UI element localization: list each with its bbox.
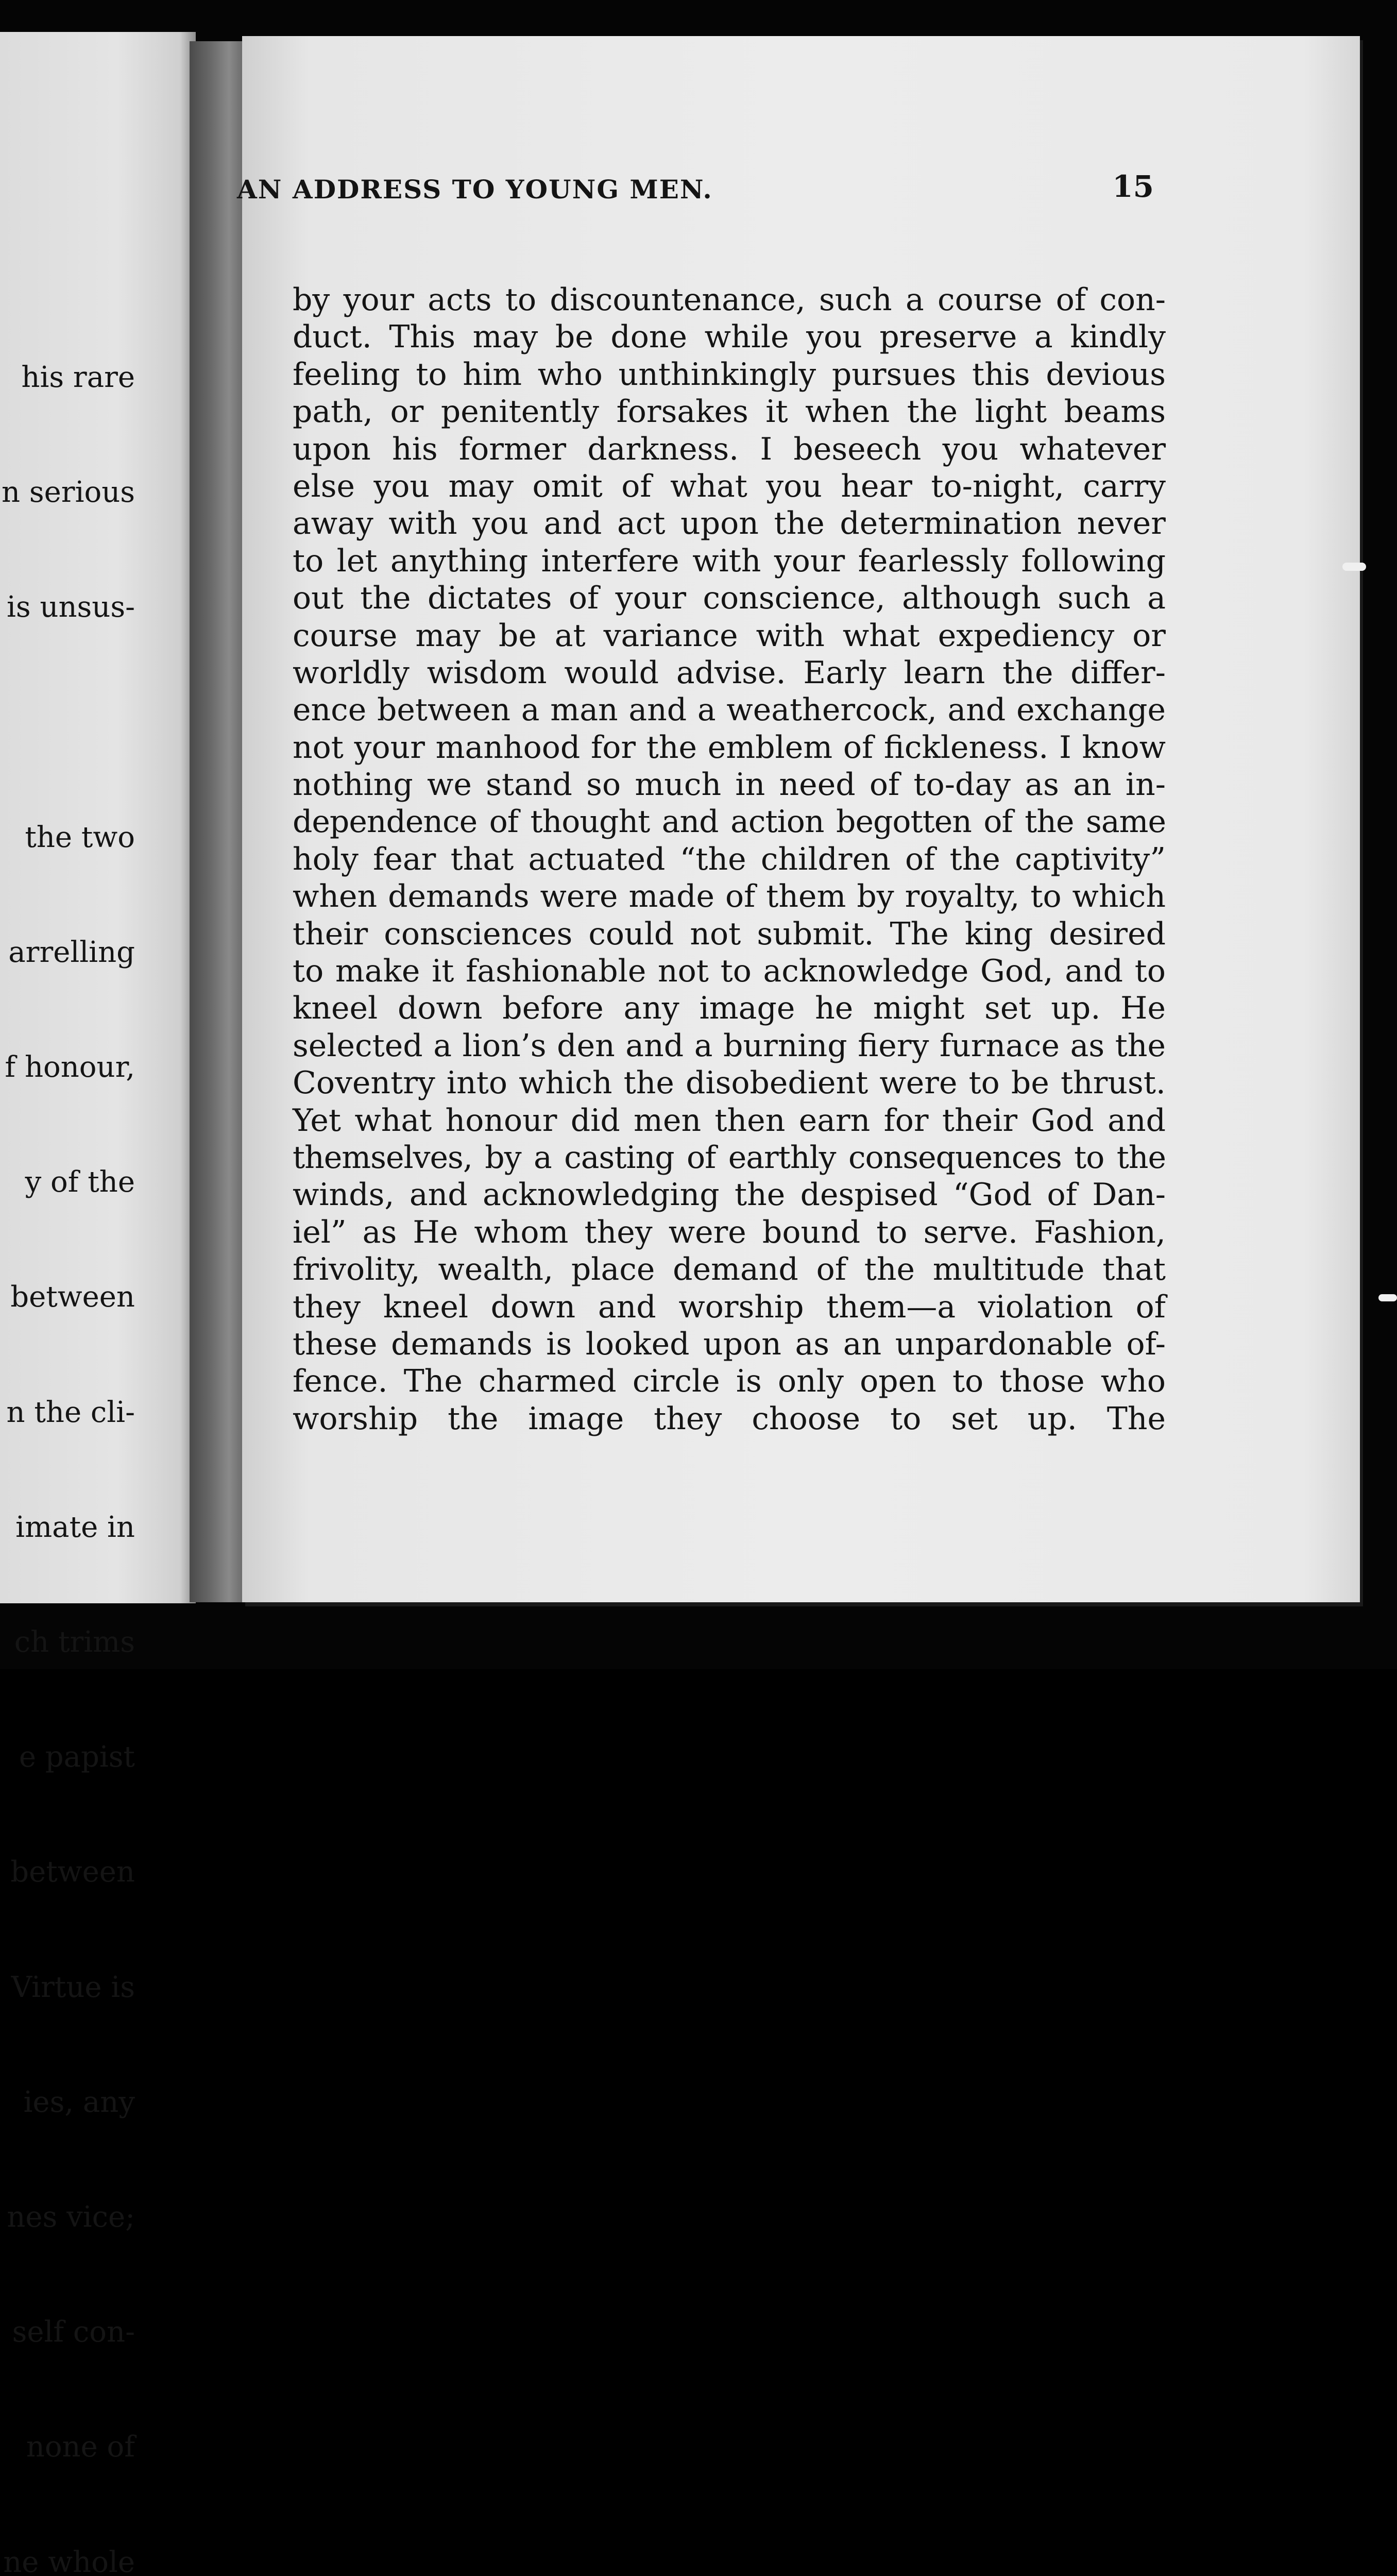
left-page-line: arrelling (8, 935, 135, 969)
left-page-line: nes vice; (7, 2200, 135, 2234)
left-page-line: between (10, 1280, 135, 1314)
body-line: to let anything interfere with your fearlessly following (293, 543, 1166, 579)
left-page-line: ne whole (3, 2545, 135, 2576)
scan-edge-mark (1342, 563, 1366, 571)
body-line: winds, and acknowledging the despised “God of Dan- (293, 1177, 1166, 1213)
left-page-line: self con- (12, 2315, 135, 2349)
body-line: away with you and act upon the determination never (293, 505, 1166, 542)
body-line: themselves, by a casting of earthly consequences to the (293, 1139, 1166, 1176)
body-line: course may be at variance with what expediency or (293, 617, 1166, 654)
body-line: selected a lion’s den and a burning fiery furnace as the (293, 1027, 1166, 1064)
body-line: by your acts to discountenance, such a course of con- (293, 282, 1166, 318)
body-line: when demands were made of them by royalty, to which (293, 878, 1166, 915)
body-line: out the dictates of your conscience, although such a (293, 580, 1166, 617)
left-page-line: ies, any (23, 2085, 135, 2119)
left-page-line: none of (26, 2430, 135, 2464)
left-page-line: the two (25, 820, 135, 854)
left-page-text (0, 282, 135, 2576)
left-page-line: n the cli- (6, 1395, 135, 1429)
left-page-line (0, 703, 135, 741)
left-page-line: imate in (15, 1510, 135, 1544)
body-line: fence. The charmed circle is only open to those who (293, 1363, 1166, 1400)
left-page-line: e papist (19, 1740, 135, 1774)
body-line: Coventry into which the disobedient were to be thrust. (293, 1065, 1166, 1101)
left-page-line: between (10, 1855, 135, 1889)
body-text (293, 281, 1166, 1437)
left-page-line: n serious (2, 476, 135, 510)
page-number: 15 (1112, 169, 1154, 204)
body-line: ence between a man and a weathercock, and exchange (293, 692, 1166, 728)
left-page-line: Virtue is (11, 1970, 135, 2004)
body-line: dependence of thought and action begotten of the same (293, 804, 1166, 840)
body-line: they kneel down and worship them—a violation of (293, 1289, 1166, 1325)
left-page-line: his rare (21, 360, 135, 394)
body-line: frivolity, wealth, place demand of the multitude that (293, 1251, 1166, 1288)
body-line: their consciences could not submit. The king desired (293, 916, 1166, 952)
running-head-title: AN ADDRESS TO YOUNG MEN. (237, 174, 713, 205)
body-line: upon his former darkness. I beseech you whatever (293, 431, 1166, 467)
body-line: Yet what honour did men then earn for their God and (293, 1102, 1166, 1139)
body-line: worship the image they choose to set up. The (293, 1400, 1166, 1437)
body-line: holy fear that actuated “the children of the captivity” (293, 841, 1166, 877)
body-line: kneel down before any image he might set up. He (293, 990, 1166, 1027)
left-page-line: y of the (25, 1165, 135, 1199)
body-line: feeling to him who unthinkingly pursues this devious (293, 356, 1166, 393)
body-line: else you may omit of what you hear to-night, carry (293, 468, 1166, 504)
body-line: duct. This may be done while you preserve a kindly (293, 319, 1166, 355)
body-line: not your manhood for the emblem of fickleness. I know (293, 729, 1166, 766)
left-page-line: f honour, (5, 1050, 135, 1084)
body-line: these demands is looked upon as an unpardonable of- (293, 1326, 1166, 1362)
body-line: nothing we stand so much in need of to-day as an in- (293, 767, 1166, 803)
left-page (0, 32, 196, 2576)
running-head (237, 169, 1154, 215)
body-line: path, or penitently forsakes it when the light beams (293, 394, 1166, 430)
left-page-line: is unsus- (6, 590, 135, 624)
left-page-line: ch trims (14, 1625, 135, 1659)
body-line: iel” as He whom they were bound to serve. Fashion, (293, 1214, 1166, 1250)
scan-edge-mark (1378, 1294, 1397, 1301)
body-line: to make it fashionable not to acknowledge God, and to (293, 953, 1166, 990)
body-line: worldly wisdom would advise. Early learn the differ- (293, 654, 1166, 691)
